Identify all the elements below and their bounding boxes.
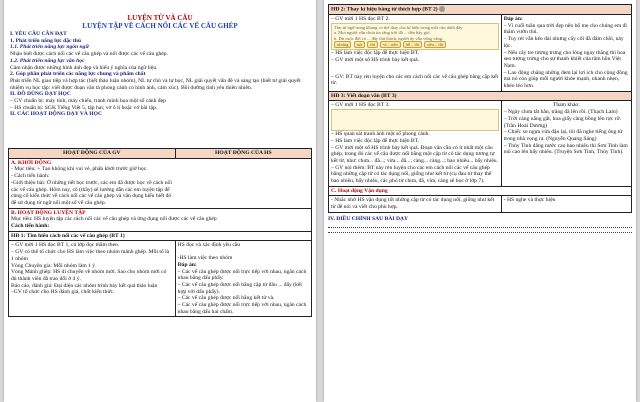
word-tag: mà [354,41,366,48]
section-heading-objectives: I. YÊU CẦU CẦN ĐẠT [10,31,67,37]
list-item: – Vì cuối tuần qua trời đẹp nên bố mẹ cho chúng em đi thăm vườn thú. [503,22,627,36]
list-item: – Các vế câu ghép được nối trực tiếp với nhau, ngăn cách nhau bằng dấu phẩy. [177,268,307,282]
list-item: – GV: BT này rèn luyện cho các em cách nối các vế câu ghép bằng cặp kết từ. [331,73,499,87]
exercise-line: a. Mọi người vẫn chưa tin rằng trời đã ... đến bây giờ. [334,30,431,36]
activities-table-continued [328,4,632,233]
list-item: – Nếu cây tre tượng trưng cho lòng ngay thẳng thì hoa sen tượng trưng cho sự thanh khiết của tâm hồn Việt Nam. [503,49,626,69]
section-heading-materials: II. ĐỒ DÙNG DẠY HỌC [10,91,71,98]
table-header-teacher: HOẠT ĐỘNG CỦA GV [9,149,176,159]
word-tag: vì... nên [380,41,401,48]
list-item: – HS làm việc độc lập để thực hiện BT. [331,50,420,57]
paragraph: - Cách tiến hành: [11,173,50,180]
list-item: – Lao động chăng những đem lại lợi ích cho cộng đồng mà nó còn giúp mỗi người khỏe mạnh, nhanh nhẹn, khéo léo hơn. [503,69,628,90]
table-row [329,5,632,15]
subsection-heading: 1.1. Phát triển năng lực ngôn ngữ [10,44,89,51]
document-page-right [324,0,636,402]
answer-heading: Đáp án: [503,15,523,22]
table-row: HĐ 3: Viết đoạn văn (BT 3) [329,91,632,101]
list-item: –GV tổ chức cho HS đánh giá, chốt kiến thức. [11,289,115,296]
list-item: – GV mời 1 HS đọc BT 2. [331,15,390,22]
subsection-heading: 2. Góp phần phát triển các năng lực chung và phẩm chất [10,71,146,78]
paragraph: -Giới thiệu bài: Ở những tiết học trước, các em đã được học về cách nối các vế câu ghép. Hôm nay, cô (thầy) sẽ hướng dẫn các em luyện tập để củng cố kiến thức về cách nối các vế câu ghép và vận dụng hiểu biết đó để sử dụng từ ngữ nối một số vế câu ghép. [11,179,172,206]
answer-heading: Tham khảo: [552,102,580,109]
table-row [9,208,312,231]
list-item: – HS làm việc độc lập để thực hiện BT. [331,137,420,144]
list-item: – GV mời một số HS trình bày kết quả. [331,56,420,63]
list-item: – GV mời một số HS trình bày kết quả. Đoạn văn cần có ít nhất một câu ghép, trong đó các vế câu được nối bằng một cặp từ có tác dụng tương tự kết từ, như: chưa... đã...; vừa... đã...; càng... càng...; bao nhiêu... bấy nhiêu. [331,144,498,164]
teacher-cell [329,101,502,186]
teacher-cell: - Nhắc nhở HS vận dụng tốt những cặp từ có tác dụng nối, giống như kết từ để nói và viết cho phù hợp. [329,196,502,212]
list-item: – Các vế câu ghép được nối bằng cặp từ đâu ... đấy (kết hợp với dấu phẩy). [177,281,302,295]
lesson-subject-title: LUYỆN TỪ VÀ CÂU [127,14,193,22]
paragraph: – GV chuẩn bị: máy tính, máy chiếu, tranh minh họa một số cảnh đẹp [10,98,166,105]
list-item: Vòng Mảnh ghép: HS di chuyển về nhóm mới. Sao cho nhóm mới có đủ thành viên đã trao đổi ở 4 ý. [11,269,167,282]
list-item: – Ngày chưa tắt hẳn, trăng đã lên rồi. (Thạch Lam) [503,109,618,116]
section-heading-activities: II. CÁC HOẠT ĐỘNG DẠY VÀ HỌC [10,111,103,118]
blank-line [328,228,632,233]
list-item: – HS quan sát tranh ảnh một số phong cảnh. [331,131,430,138]
list-item: – Trời càng nắng gắt, hoa giấy càng bồng lên rực rỡ. (Trần Hoài Dương) [503,115,621,129]
table-row: HĐ 1: Tìm hiểu cách nối các vế câu ghép (BT 1) [9,231,312,241]
symbol-icon [439,6,445,12]
paragraph: - Mục tiêu: + Tạo không khí vui vẻ, phấn khởi trước giờ học. [11,166,148,173]
list-item: – GV mời 1 HS đọc BT 3. [331,102,390,109]
list-item: HS đọc và xác định yêu cầu [177,242,241,249]
spacer [331,64,499,74]
exercise-image [331,23,499,50]
list-item: Báo cáo, đánh giá: Đại diện các nhóm trình bày kết quả thảo luận [11,282,158,289]
exercise-image [331,109,499,131]
lesson-title: LUYỆN TẬP VỀ CÁCH NỐI CÁC VẾ CÂU GHÉP [82,22,238,30]
list-item: – Tuy rét vẫn kéo dài nhưng cây cối đã đâm chồi, nảy lộc. [503,36,624,49]
paragraph: Phát triển NL giao tiếp và hợp tác (biết thảo luận nhóm), NL tự chủ và tự học, NL giải quyết vấn đề và sáng tạo (biết tư giải quyết nhiệm vụ học tập: viết được đoạn văn tả phong cảnh có hình ảnh, cảm xúc). Bồi dưỡng tình yêu thiên nhiên. [10,77,301,91]
list-item: Đáp án: [177,261,197,268]
document-page-left [4,0,316,402]
word-tag: nhưng [334,41,351,48]
list-item: – GV có thể tổ chức cho HS làm việc theo nhóm mảnh ghép. Mỗi tổ là 1 nhóm [11,249,170,262]
list-item: – GV nói thêm: BT này rèn luyện cho các em cách nối các vế câu ghép bằng những cặp từ có tác dụng nối, giống như kết từ (cụ đau từ thay thế bao nhiêu, bấy nhiêu, các phó từ chưa, đã, vừa, càng sẽ học ở lớp 7). [331,164,492,185]
activities-table [8,148,312,317]
paragraph: – HS chuẩn bị: SGK Tiếng Việt 5, tập hai; vở ô li hoặc vở bài tập. [10,104,158,111]
list-item: – GV mời 1 HS đọc BT 1, cả lớp đọc thầm theo. [11,242,120,249]
list-item: – Chiếc xe ngựa vừa đậu lại, tôi đã nghe tiếng ông từ trong nhà vọng ra. (Nguyễn Quang Sáng) [503,129,623,142]
list-item: -HS làm việc theo nhóm [177,255,233,262]
teacher-cell [329,14,502,91]
word-tag: nếu... thì [424,41,446,48]
word-tag: hễ... thì [403,41,423,48]
teacher-cell [9,241,176,317]
list-item: – Các vế câu ghép được nối trực tiếp với nhau, ngăn cách nhau bằng dấu hai chấm. [177,302,307,315]
table-row [9,158,312,208]
student-cell [175,241,311,317]
word-tag: thì [367,41,378,48]
paragraph: Cách tiến hành: [11,223,50,230]
exercise-line: Tìm từ ngữ trong khung có thể thay cho kí hiệu trong mỗi câu dưới đây [334,24,463,30]
table-header-student: HOẠT ĐỘNG CỦA HS [175,149,311,159]
section-heading-adjustment: IV. ĐIỀU CHỈNH SAU BÀI DẠY [328,215,409,222]
subsection-heading: 1. Phát triển năng lực đặc thù [10,37,81,44]
paragraph: Nhận biết được cách nối các vế câu ghép và nối được các vế câu ghép. [10,51,168,58]
activity-heading: B. HOẠT ĐỘNG LUYỆN TẬP [11,209,86,216]
paragraph: Mục tiêu: HS luyện tập các cách nối các vế câu ghép và ứng dụng nối được các vế câu ghép [11,216,217,223]
exercise-line: b. Dù cuộc đời có ... đầy thử thách, người ấy vẫn vững vàng. [334,35,444,41]
student-cell: - HS nghe và thực hiện [501,196,631,212]
activity-heading: HĐ 2: Thay kí hiệu bằng từ thích hợp (BT 2) [331,6,438,13]
list-item: – Thủy Tinh dâng nước cao bao nhiêu thì Sơn Tinh làm núi cao lên bấy nhiêu. (Truyện Sơn Tinh, Thủy Tinh). [503,142,628,156]
list-item: Vòng Chuyên gia: Mỗi nhóm làm 1 ý [11,262,96,269]
subsection-heading: 1.2. Phát triển năng lực văn học [10,57,85,64]
objectives-section [10,31,310,118]
list-item: – Các vế câu ghép được nối bằng kết từ và. [177,295,275,302]
student-cell [501,14,631,91]
paragraph: Cảm nhận được những hình ảnh đẹp và hiểu ý nghĩa của ngữ liệu. [10,64,158,71]
word-bank [334,41,496,48]
activity-heading: A. KHỞI ĐỘNG [11,159,52,166]
student-cell [501,101,631,186]
lesson-header [4,14,316,30]
table-row: C. Hoạt động Vận dụng [329,186,632,196]
